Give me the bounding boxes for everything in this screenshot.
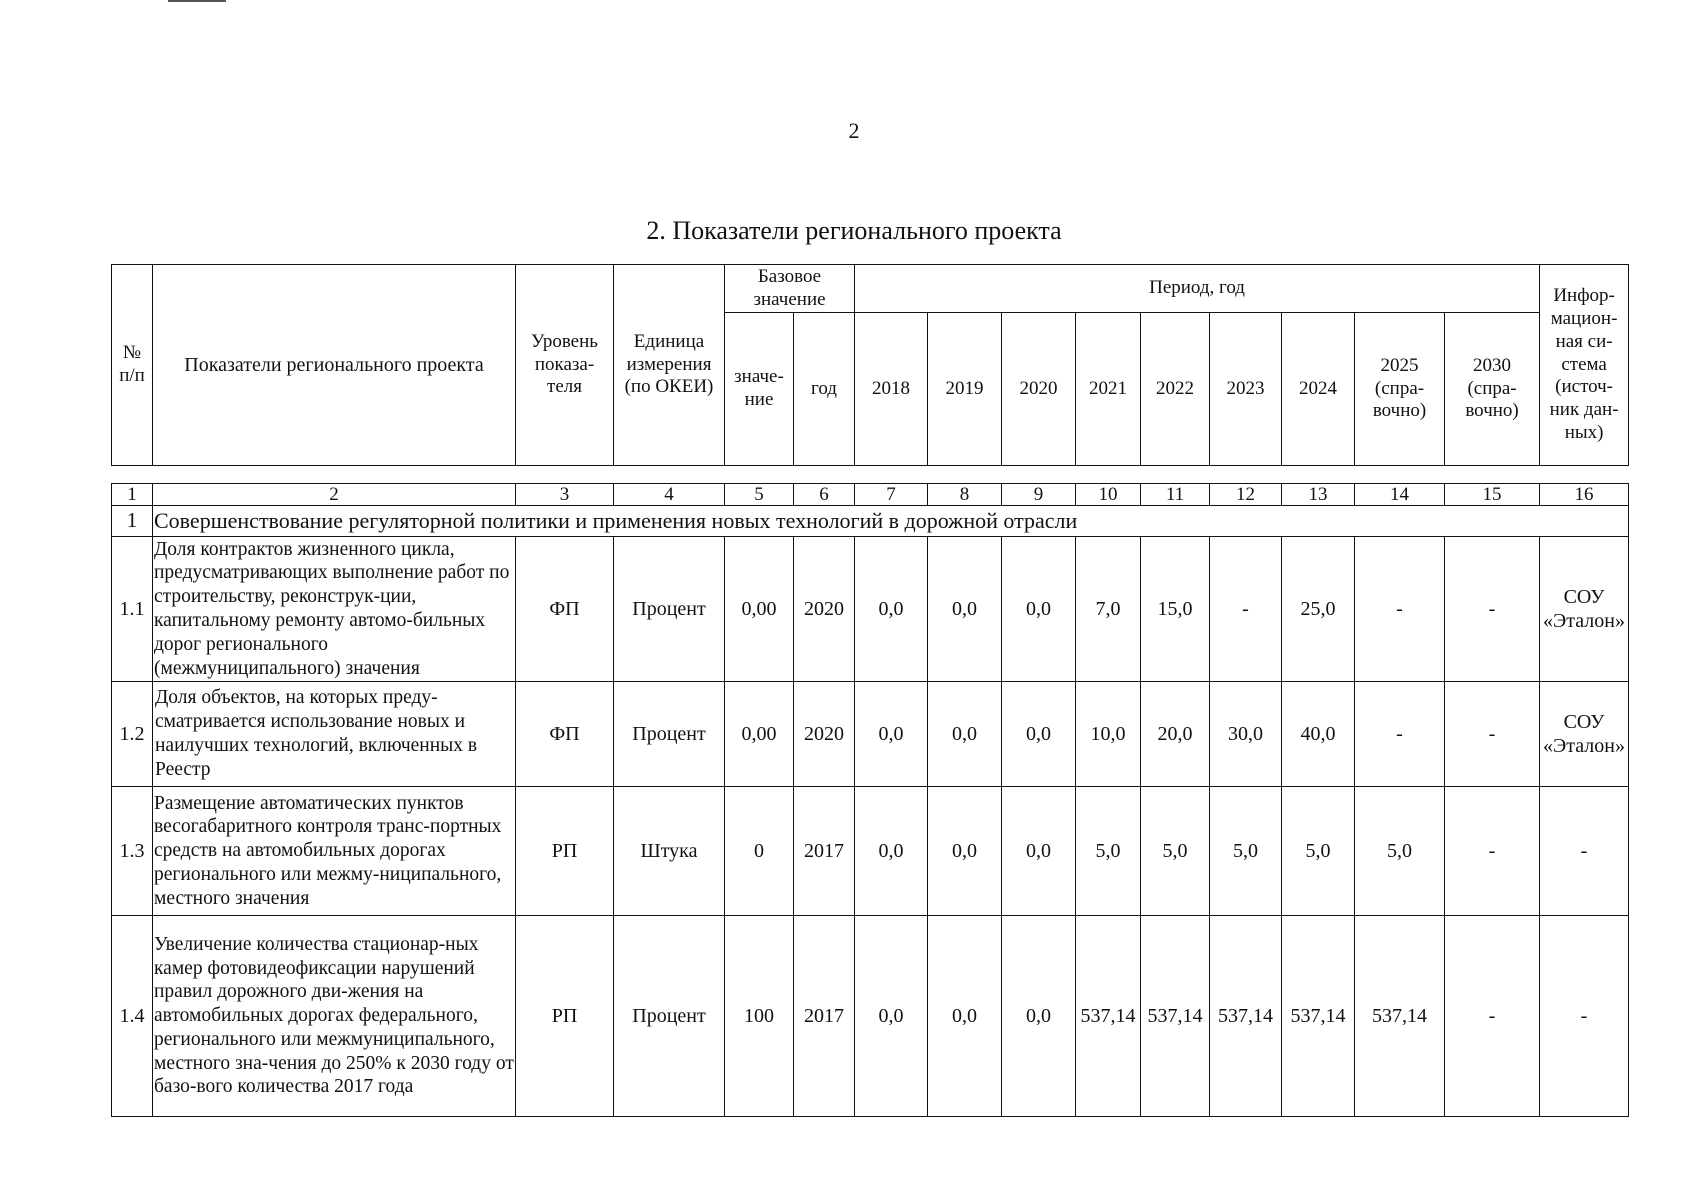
table-row xyxy=(112,682,1629,787)
header-year: 2019 xyxy=(928,313,1002,466)
column-number: 11 xyxy=(1141,484,1210,506)
section-row xyxy=(112,506,1629,537)
table-row xyxy=(112,787,1629,916)
column-number: 4 xyxy=(614,484,725,506)
base-value: 0,00 xyxy=(725,537,794,682)
column-number: 16 xyxy=(1540,484,1629,506)
base-year: 2020 xyxy=(794,682,855,787)
year-value: 15,0 xyxy=(1141,537,1210,682)
base-year: 2020 xyxy=(794,537,855,682)
year-value: 537,14 xyxy=(1355,916,1445,1117)
year-value: 5,0 xyxy=(1141,787,1210,916)
column-number: 5 xyxy=(725,484,794,506)
header-year: 2022 xyxy=(1141,313,1210,466)
year-value: 537,14 xyxy=(1282,916,1355,1117)
table-row xyxy=(112,916,1629,1117)
year-value: 0,0 xyxy=(928,787,1002,916)
year-value: - xyxy=(1445,682,1540,787)
year-value: 40,0 xyxy=(1282,682,1355,787)
column-number: 1 xyxy=(112,484,153,506)
info-system: - xyxy=(1540,916,1629,1117)
year-value: - xyxy=(1445,537,1540,682)
year-value: 5,0 xyxy=(1355,787,1445,916)
column-number-row xyxy=(112,484,1629,506)
header-year: 2024 xyxy=(1282,313,1355,466)
indicator-level: ФП xyxy=(516,682,614,787)
row-number: 1.4 xyxy=(112,916,153,1117)
year-value: 5,0 xyxy=(1210,787,1282,916)
year-value: 10,0 xyxy=(1076,682,1141,787)
column-number: 10 xyxy=(1076,484,1141,506)
base-year: 2017 xyxy=(794,916,855,1117)
base-value: 100 xyxy=(725,916,794,1117)
year-value: 537,14 xyxy=(1141,916,1210,1117)
year-value: 0,0 xyxy=(928,537,1002,682)
year-value: - xyxy=(1355,682,1445,787)
row-number: 1.2 xyxy=(112,682,153,787)
year-value: 0,0 xyxy=(928,682,1002,787)
year-value: 537,14 xyxy=(1210,916,1282,1117)
indicator-level: РП xyxy=(516,787,614,916)
header-num: № п/п xyxy=(112,265,153,466)
base-value: 0,00 xyxy=(725,682,794,787)
year-value: 0,0 xyxy=(1002,537,1076,682)
column-number: 14 xyxy=(1355,484,1445,506)
header-base-year: год xyxy=(794,313,855,466)
header-indicator: Показатели регионального проекта xyxy=(153,265,516,466)
table-row xyxy=(112,537,1629,682)
indicator-name: Размещение автоматических пунктов весогабаритного контроля транс-портных средств на автомобильных дорогах регионального или межму-ниципального, местного значения xyxy=(153,787,516,916)
info-system: СОУ «Эталон» xyxy=(1540,537,1629,682)
base-year: 2017 xyxy=(794,787,855,916)
indicator-name: Увеличение количества стационар-ных камер фотовидеофиксации нарушений правил дорожного дви-жения на автомобильных дорогах федерального, регионального или межмуниципального, местного зна-чения до 250% к 2030 году от базо-вого количества 2017 года xyxy=(153,916,516,1117)
info-system: - xyxy=(1540,787,1629,916)
year-value: 537,14 xyxy=(1076,916,1141,1117)
indicator-level: РП xyxy=(516,916,614,1117)
year-value: 0,0 xyxy=(1002,682,1076,787)
year-value: - xyxy=(1445,787,1540,916)
unit: Процент xyxy=(614,682,725,787)
header-year: 2021 xyxy=(1076,313,1141,466)
year-value: - xyxy=(1210,537,1282,682)
year-value: 7,0 xyxy=(1076,537,1141,682)
indicator-name: Доля объектов, на которых преду-сматривается использование новых и наилучших технологий, включенных в Реестр xyxy=(153,682,516,787)
scan-mark xyxy=(168,0,226,2)
header-period: Период, год xyxy=(855,265,1540,313)
header-base-value: значе-ние xyxy=(725,313,794,466)
info-system: СОУ «Эталон» xyxy=(1540,682,1629,787)
header-year: 2018 xyxy=(855,313,928,466)
header-base: Базовое значение xyxy=(725,265,855,313)
year-value: 0,0 xyxy=(855,682,928,787)
column-number: 6 xyxy=(794,484,855,506)
unit: Штука xyxy=(614,787,725,916)
year-value: 0,0 xyxy=(1002,787,1076,916)
header-year: 2030 (спра-вочно) xyxy=(1445,313,1540,466)
year-value: 25,0 xyxy=(1282,537,1355,682)
column-number: 12 xyxy=(1210,484,1282,506)
header-level: Уровень показа-теля xyxy=(516,265,614,466)
base-value: 0 xyxy=(725,787,794,916)
indicators-table xyxy=(111,483,1629,1117)
column-number: 15 xyxy=(1445,484,1540,506)
year-value: 0,0 xyxy=(855,916,928,1117)
year-value: 5,0 xyxy=(1282,787,1355,916)
column-number: 9 xyxy=(1002,484,1076,506)
year-value: 20,0 xyxy=(1141,682,1210,787)
column-number: 8 xyxy=(928,484,1002,506)
indicators-table-header xyxy=(111,264,1629,466)
page-number: 2 xyxy=(848,118,860,143)
year-value: 5,0 xyxy=(1076,787,1141,916)
year-value: - xyxy=(1355,537,1445,682)
section-number: 1 xyxy=(112,506,153,537)
year-value: 30,0 xyxy=(1210,682,1282,787)
column-number: 13 xyxy=(1282,484,1355,506)
column-number: 7 xyxy=(855,484,928,506)
header-year: 2023 xyxy=(1210,313,1282,466)
section-title: Совершенствование регуляторной политики и применения новых технологий в дорожной отрасли xyxy=(153,506,1629,537)
header-info: Инфор-мацион-ная си-стема (источ-ник дан-ных) xyxy=(1540,265,1629,466)
year-value: 0,0 xyxy=(855,787,928,916)
row-number: 1.1 xyxy=(112,537,153,682)
year-value: 0,0 xyxy=(855,537,928,682)
year-value: - xyxy=(1445,916,1540,1117)
header-unit: Единица измерения (по ОКЕИ) xyxy=(614,265,725,466)
year-value: 0,0 xyxy=(1002,916,1076,1117)
unit: Процент xyxy=(614,916,725,1117)
document-title: 2. Показатели регионального проекта xyxy=(646,216,1062,245)
column-number: 3 xyxy=(516,484,614,506)
year-value: 0,0 xyxy=(928,916,1002,1117)
header-year: 2020 xyxy=(1002,313,1076,466)
indicator-level: ФП xyxy=(516,537,614,682)
row-number: 1.3 xyxy=(112,787,153,916)
indicator-name: Доля контрактов жизненного цикла, предусматривающих выполнение работ по строительству, реконструк-ции, капитальному ремонту автомо-бильных дорог регионального (межмуниципального) значения xyxy=(153,537,516,682)
unit: Процент xyxy=(614,537,725,682)
column-number: 2 xyxy=(153,484,516,506)
header-year: 2025 (спра-вочно) xyxy=(1355,313,1445,466)
